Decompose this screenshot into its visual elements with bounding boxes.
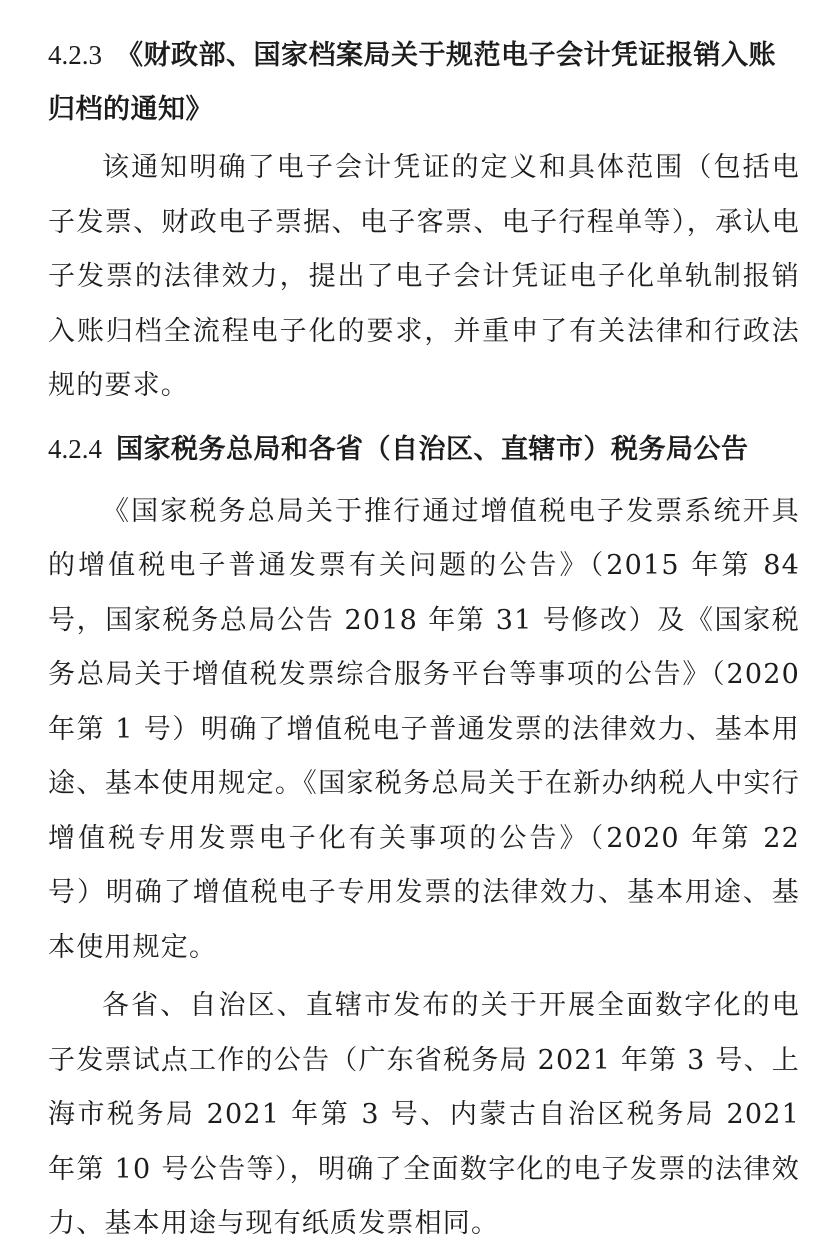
section-heading-4-2-3 xyxy=(48,28,800,137)
section-title: 国家税务总局和各省（自治区、直辖市）税务局公告 xyxy=(116,433,749,465)
section-title: 《财政部、国家档案局关于规范电子会计凭证报销入账归档的通知》 xyxy=(48,40,776,125)
section-number: 4.2.3 xyxy=(48,40,102,70)
section-number: 4.2.4 xyxy=(48,433,102,464)
paragraph: 各省、自治区、直辖市发布的关于开展全面数字化的电子发票试点工作的公告（广东省税务局 2021 年第 3 号、上海市税务局 2021 年第 3 号、内蒙古自治区税务局 2021 年第 10 号公告等），明确了全面数字化的电子发票的法律效力、基本用途与现有纸质发票相同。 xyxy=(48,990,800,1239)
paragraph: 该通知明确了电子会计凭证的定义和具体范围（包括电子发票、财政电子票据、电子客票、电子行程单等），承认电子发票的法律效力，提出了电子会计凭证电子化单轨制报销入账归档全流程电子化的要求，并重申了有关法律和行政法规的要求。 xyxy=(48,152,800,401)
paragraph: 《国家税务总局关于推行通过增值税电子发票系统开具的增值税电子普通发票有关问题的公告》（2015 年第 84 号，国家税务总局公告 2018 年第 31 号修改）及《国家税务总局关于增值税发票综合服务平台等事项的公告》（2020 年第 1 号）明确了增值税电子普通发票的法律效力、基本用途、基本使用规定。《国家税务总局关于在新办纳税人中实行增值税专用发票电子化有关事项的公告》（2020 年第 22 号）明确了增值税电子专用发票的法律效力、基本用途、基本使用规定。 xyxy=(48,495,800,963)
section-heading-4-2-4 xyxy=(48,422,800,477)
document-page xyxy=(48,28,800,1252)
